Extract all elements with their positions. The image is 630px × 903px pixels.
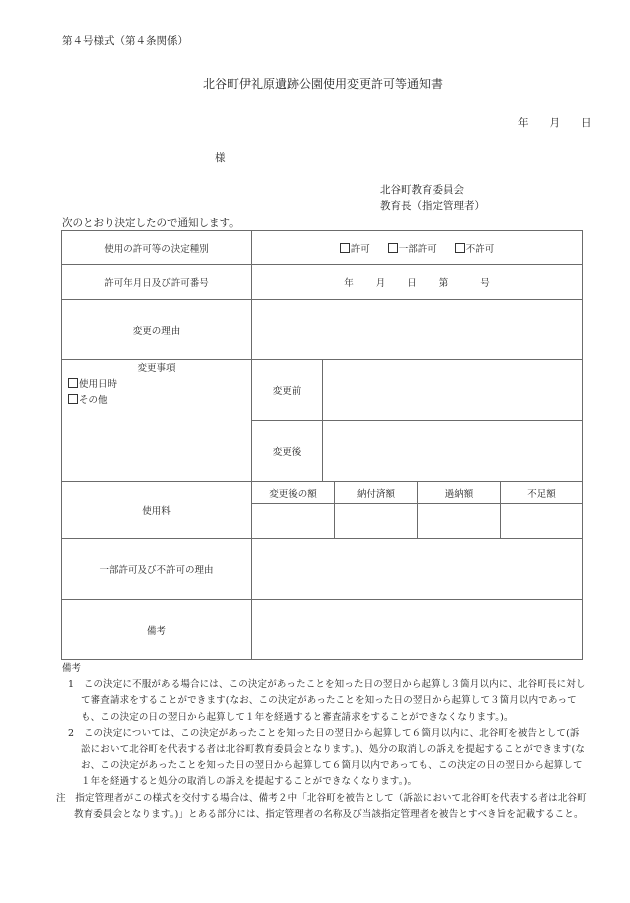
change-items-label: 変更事項 (137, 363, 176, 374)
attention-note: 注 指定管理者がこの様式を交付する場合は、備考２中「北谷町を被告として（訴訟において北谷町を代表する者は北谷町教育委員会となります。)」とある部分には、指定管理者の名称及び当該指定管理者を被告とすべき旨を記載すること。 (56, 792, 587, 820)
change-reason-field[interactable] (252, 300, 582, 359)
after-change-field[interactable] (323, 421, 582, 481)
change-items-block (62, 361, 251, 409)
permit-month-label: 月 (375, 278, 386, 289)
form-number: 第４号様式（第４条関係） (62, 35, 188, 47)
date-day-label: 日 (581, 117, 592, 129)
fee-paid-field[interactable] (335, 504, 417, 538)
notes-section (56, 661, 587, 823)
issuer-title: 教育長（指定管理者） (380, 200, 485, 212)
after-change-label: 変更後 (272, 447, 302, 458)
decision-type-label: 使用の許可等の決定種別 (104, 243, 209, 255)
partial-denial-reason-label: 一部許可及び不許可の理由 (99, 565, 214, 576)
date-year-label: 年 (518, 117, 529, 129)
fee-after-change-field[interactable] (252, 504, 334, 538)
checkbox-icon (340, 243, 350, 253)
change-reason-label: 変更の理由 (132, 325, 181, 337)
note-item: 1 この決定に不服がある場合には、この決定があったことを知った日の翌日から起算し３箇月以内に、北谷町長に対して審査請求をすることができます(なお、この決定があったことを知った日の翌日から起算して３箇月以内であっても、この決定の日の翌日から起算して１年を経過すると審査請求をすることができなくなります。)。 (68, 679, 586, 723)
before-change-field[interactable] (323, 360, 582, 420)
document-title: 北谷町伊礼原遺跡公園使用変更許可等通知書 (202, 77, 443, 91)
fee-column-header: 不足額 (527, 488, 556, 500)
remarks-label: 備考 (146, 625, 166, 637)
option-usage-datetime[interactable]: 使用日時 (62, 377, 251, 393)
option-permit[interactable]: 許可 (340, 241, 370, 255)
permit-date-number-field[interactable] (252, 265, 582, 299)
intro-text: 次のとおり決定したので通知します。 (62, 217, 240, 229)
partial-denial-reason-field[interactable] (252, 539, 582, 599)
permit-date-number-label: 許可年月日及び許可番号 (104, 278, 209, 289)
fee-shortfall-field[interactable] (501, 504, 582, 538)
recipient-honorific: 様 (215, 152, 226, 164)
note-item: 2 この決定については、この決定があったことを知った日の翌日から起算して６箇月以内に、北谷町を被告として(訴訟において北谷町を代表する者は北谷町教育委員会となります。)、処分の取消しの訴えを提起することができます(なお、この決定があったことを知った日の翌日から起算して６箇月以内であっても、この決定の日の翌日から起算して１年を経過すると処分の取消しの訴えを提起することができなくなります。)。 (68, 727, 586, 788)
decision-type-options (252, 231, 582, 264)
notes-title: 備考 (62, 663, 82, 674)
remarks-field[interactable] (252, 600, 582, 659)
checkbox-icon (388, 243, 398, 253)
option-partial-permit[interactable]: 一部許可 (388, 241, 437, 255)
usage-fee-label: 使用料 (142, 506, 171, 517)
before-change-label: 変更前 (272, 386, 302, 397)
table-border-right (582, 230, 583, 660)
issue-date (497, 115, 592, 130)
option-deny[interactable]: 不許可 (455, 241, 495, 255)
permit-number-suffix: 号 (480, 278, 490, 289)
issuer-organization: 北谷町教育委員会 (380, 184, 464, 196)
fee-column-header: 変更後の額 (269, 488, 317, 500)
checkbox-icon (68, 378, 78, 388)
permit-day-label: 日 (407, 278, 417, 289)
date-month-label: 月 (549, 117, 560, 129)
permit-year-label: 年 (344, 278, 354, 289)
fee-column-header: 納付済額 (356, 488, 395, 500)
option-other[interactable]: その他 (62, 393, 251, 409)
table-border-bottom (61, 659, 583, 660)
checkbox-icon (68, 394, 78, 404)
fee-column-header: 過納額 (444, 488, 474, 500)
fee-overpaid-field[interactable] (418, 504, 500, 538)
permit-number-prefix: 第 (438, 278, 449, 289)
checkbox-icon (455, 243, 465, 253)
